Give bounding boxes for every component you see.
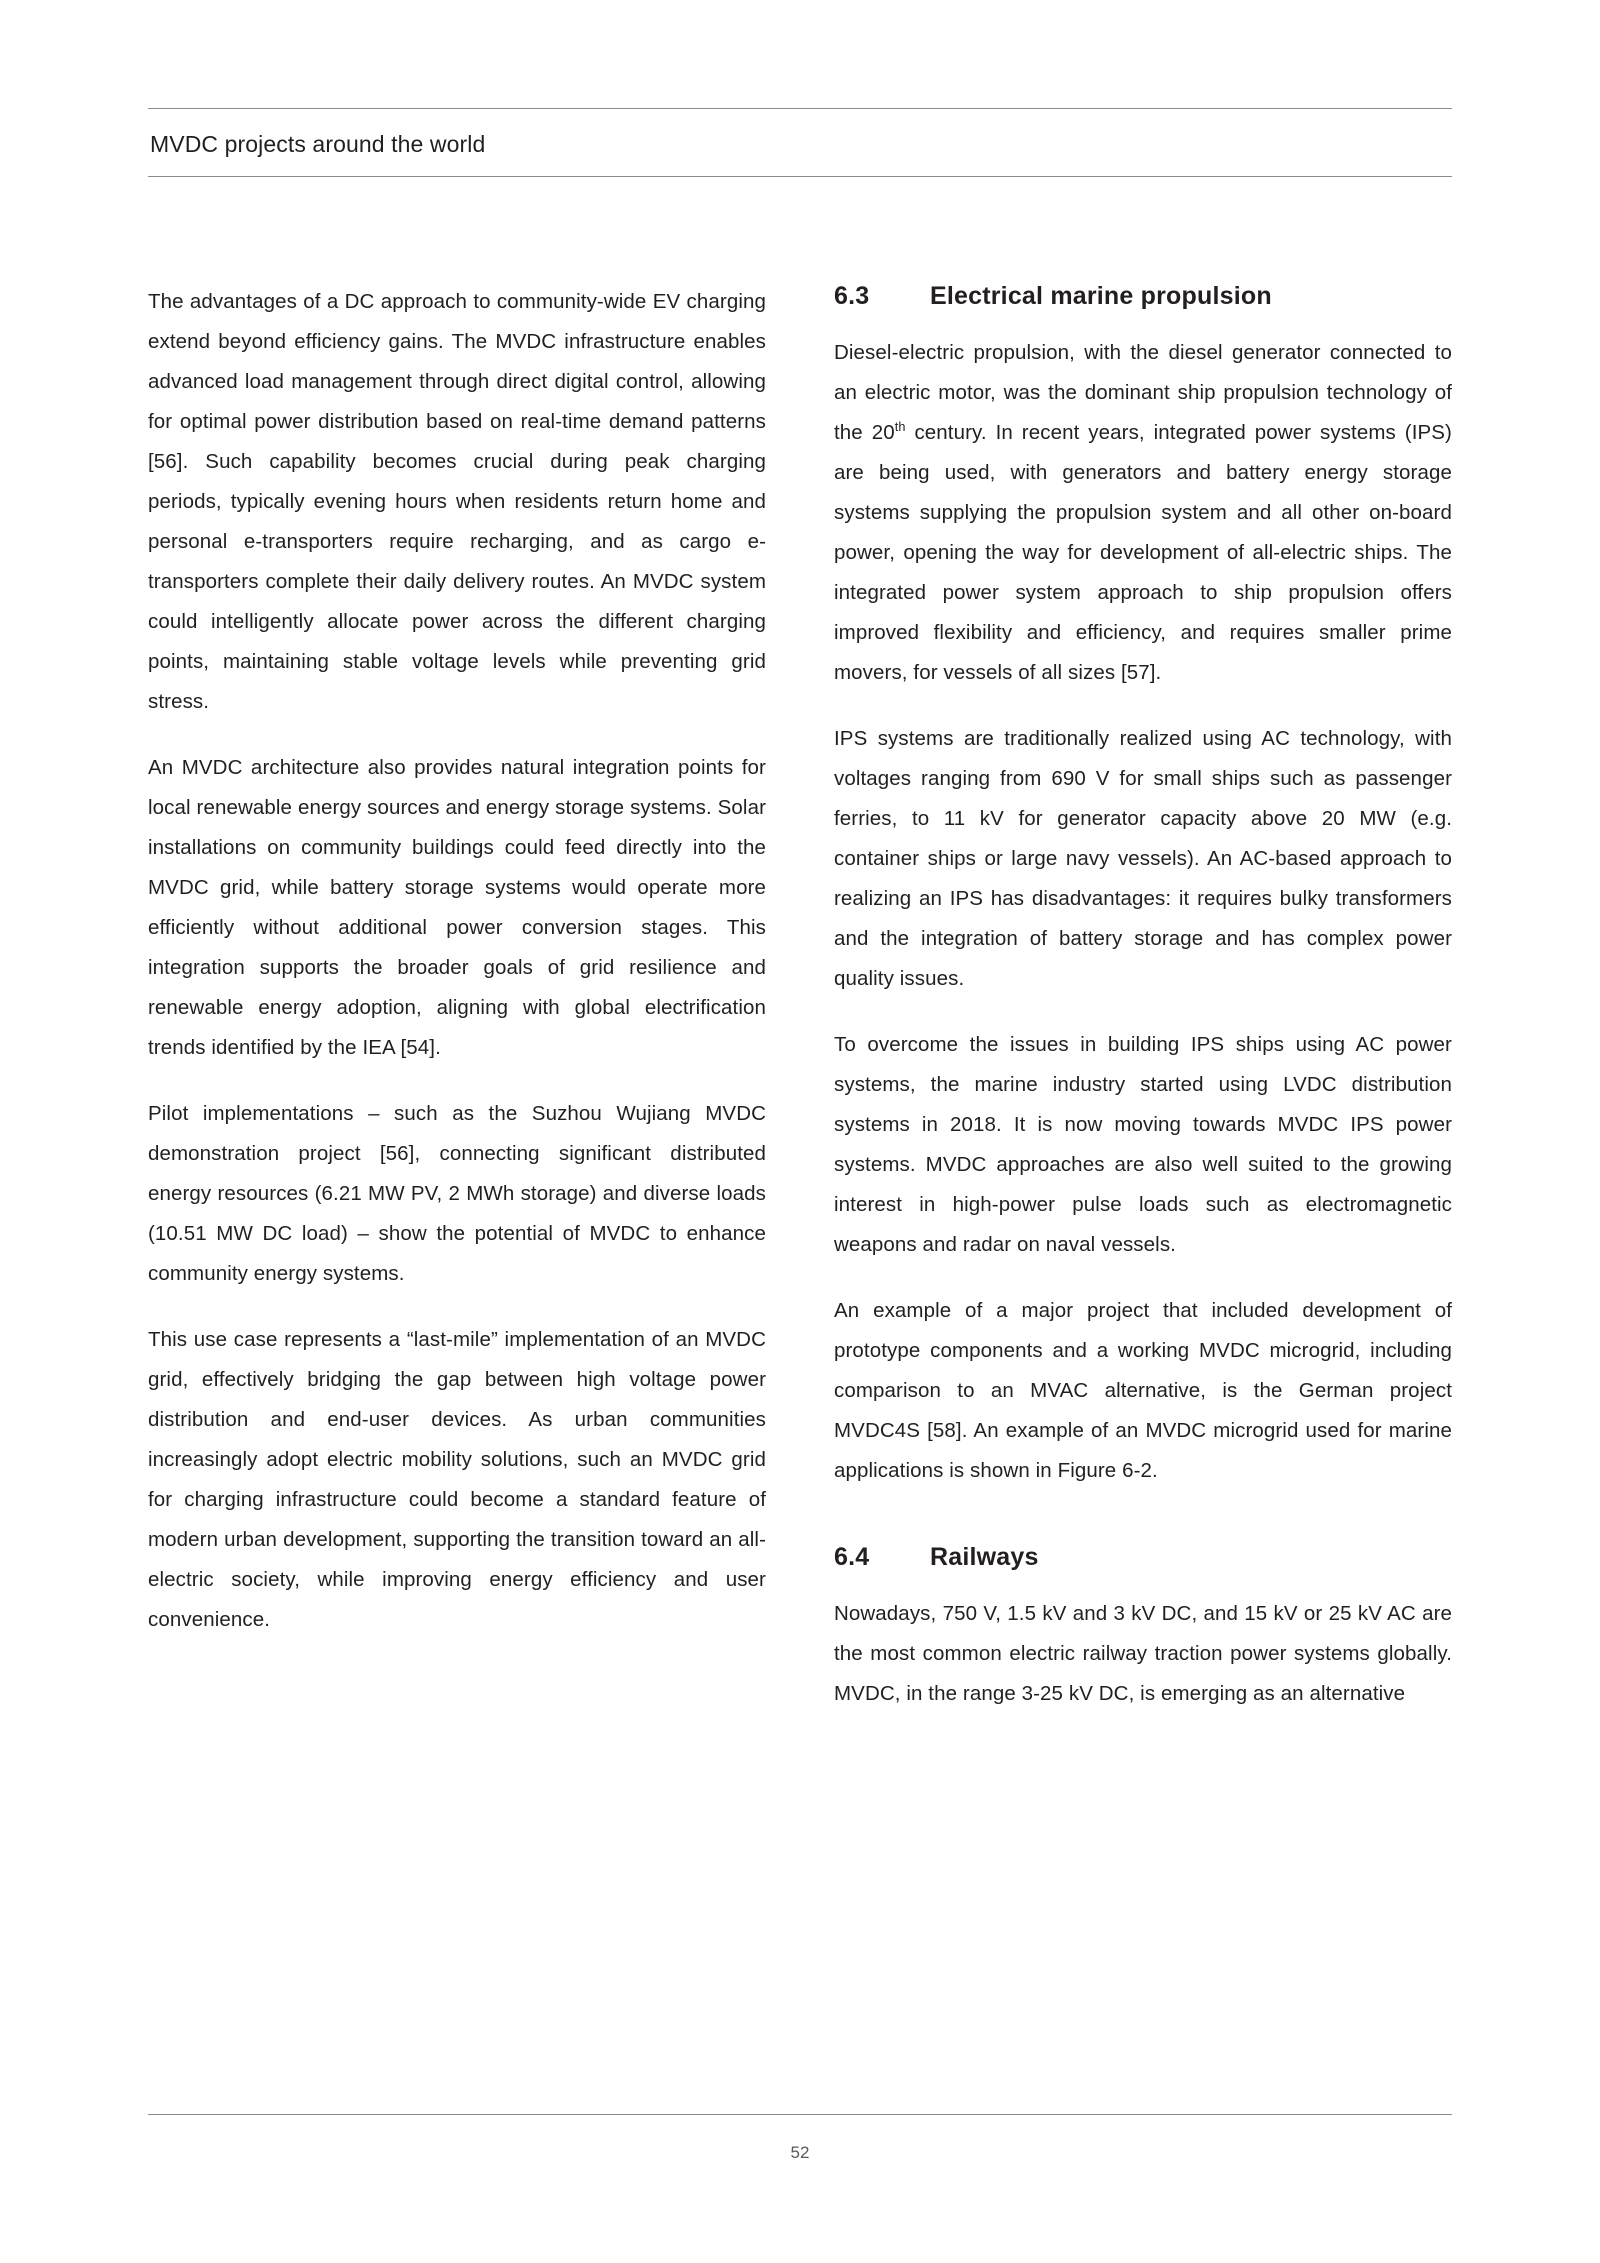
paragraph: An example of a major project that included development of prototype components and a working MVDC microgrid, including comparison to an MVAC alternative, is the German project MVDC4S [58]. An example of an MVDC microgrid used for marine applications is shown in Figure 6-2. [834,1299,1452,1482]
paragraph: Nowadays, 750 V, 1.5 kV and 3 kV DC, and 15 kV or 25 kV AC are the most common electric railway traction power systems globally. MVDC, in the range 3-25 kV DC, is emerging as an alternative [834,1602,1452,1705]
paragraph: An MVDC architecture also provides natural integration points for local renewable energy sources and energy storage systems. Solar installations on community buildings could feed directly into the MVDC grid, while battery storage systems would operate more efficiently without additional power conversion stages. This integration supports the broader goals of grid resilience and renewable energy adoption, aligning with global electrification trends identified by the IEA [54]. [148,756,766,1059]
paragraph: To overcome the issues in building IPS ships using AC power systems, the marine industry started using LVDC distribution systems in 2018. It is now moving towards MVDC IPS power systems. MVDC approaches are also well suited to the growing interest in high-power pulse loads such as electromagnetic weapons and radar on naval vessels. [834,1033,1452,1256]
page-footer [148,2114,1452,2163]
section-title: Railways [930,1543,1039,1571]
paragraph: IPS systems are traditionally realized using AC technology, with voltages ranging from 690 V for small ships such as passenger ferries, to 11 kV for generator capacity above 20 MW (e.g. container ships or large navy vessels). An AC-based approach to realizing an IPS has disadvantages: it requires bulky transformers and the integration of battery storage and has complex power quality issues. [834,727,1452,990]
running-header-title: MVDC projects around the world [150,131,486,157]
right-column [834,282,1452,1714]
page-number: 52 [790,2143,810,2162]
paragraph: This use case represents a “last-mile” implementation of an MVDC grid, effectively bridging the gap between high voltage power distribution and end-user devices. As urban communities increasingly adopt electric mobility solutions, such an MVDC grid for charging infrastructure could become a standard feature of modern urban development, supporting the transition toward an all-electric society, while improving energy efficiency and user convenience. [148,1328,766,1631]
section-title: Electrical marine propulsion [930,282,1272,310]
paragraph: The advantages of a DC approach to community-wide EV charging extend beyond efficiency gains. The MVDC infrastructure enables advanced load management through direct digital control, allowing for optimal power distribution based on real-time demand patterns [56]. Such capability becomes crucial during peak charging periods, typically evening hours when residents return home and personal e-transporters require recharging, and as cargo e-transporters complete their daily delivery routes. An MVDC system could intelligently allocate power across the different charging points, maintaining stable voltage levels while preventing grid stress. [148,290,766,713]
left-column [148,282,766,1714]
paragraph: Diesel-electric propulsion, with the diesel generator connected to an electric motor, was the dominant ship propulsion technology of the 20th century. In recent years, integrated power systems (IPS) are being used, with generators and battery energy storage systems supplying the propulsion system and all other on-board power, opening the way for development of all-electric ships. The integrated power system approach to ship propulsion offers improved flexibility and efficiency, and requires smaller prime movers, for vessels of all sizes [57]. [834,341,1452,684]
ordinal-suffix: th [894,419,906,435]
header-rule-bottom [148,176,1452,177]
page-header [148,108,1452,177]
two-column-body [148,282,1452,1714]
section-number: 6.3 [834,282,870,310]
section-number: 6.4 [834,1543,870,1571]
section-heading-6-3 [834,282,1452,311]
paragraph: Pilot implementations – such as the Suzhou Wujiang MVDC demonstration project [56], connecting significant distributed energy resources (6.21 MW PV, 2 MWh storage) and diverse loads (10.51 MW DC load) – show the potential of MVDC to enhance community energy systems. [148,1102,766,1285]
section-heading-6-4 [834,1543,1452,1572]
